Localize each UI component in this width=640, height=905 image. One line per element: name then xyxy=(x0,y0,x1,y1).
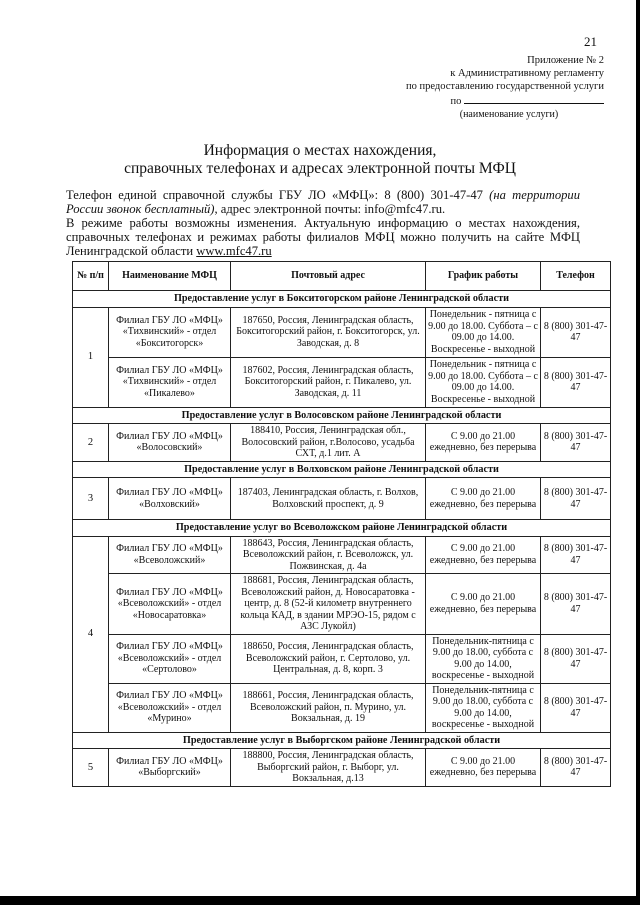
header-schedule: График работы xyxy=(426,262,541,291)
intro-phone-paragraph xyxy=(66,188,580,216)
table-header-row xyxy=(73,262,611,291)
appendix-by: по xyxy=(450,96,462,107)
title-line-1: Информация о местах нахождения, xyxy=(203,142,437,159)
branch-name: Филиал ГБУ ЛО «МФЦ» «Тихвинский» - отдел «Пикалево» xyxy=(109,357,231,407)
branch-name: Филиал ГБУ ЛО «МФЦ» «Всеволожский» - отдел «Мурино» xyxy=(109,683,231,732)
header-num: № п/п xyxy=(73,262,109,291)
row-num: 1 xyxy=(73,307,109,407)
header-name: Наименование МФЦ xyxy=(109,262,231,291)
branch-address: 188410, Россия, Ленинградская обл., Волосовский район, г.Волосово, усадьба СХТ, д.1 лит. А xyxy=(231,424,426,462)
branch-address: 188661, Россия, Ленинградская область, Всеволожский район, п. Мурино, ул. Вокзальная, д. 19 xyxy=(231,683,426,732)
appendix-line-1: Приложение № 2 xyxy=(527,55,604,66)
branch-schedule: Понедельник - пятница с 9.00 до 18.00. Суббота – с 09.00 до 14.00. Воскресенье - выходной xyxy=(426,307,541,357)
branch-schedule: Понедельник-пятница с 9.00 до 18.00, суббота с 9.00 до 14.00, воскресенье - выходной xyxy=(426,683,541,732)
intro-text xyxy=(66,188,580,258)
section-row xyxy=(73,291,611,308)
document-title xyxy=(0,142,640,178)
intro-changes: В режиме работы возможны изменения. Актуальную информацию о местах нахождения, справочных телефонах и режимах работы филиалов МФЦ можно получить на сайте МФЦ Ленинградской области xyxy=(66,216,580,258)
section-row xyxy=(73,407,611,424)
branch-phone: 8 (800) 301-47-47 xyxy=(541,307,611,357)
page-number: 21 xyxy=(584,34,597,49)
section-volkhov: Предоставление услуг в Волховском районе Ленинградской области xyxy=(73,461,611,478)
table-row xyxy=(73,749,611,787)
branch-phone: 8 (800) 301-47-47 xyxy=(541,749,611,787)
branch-name: Филиал ГБУ ЛО «МФЦ» «Тихвинский» - отдел «Бокситогорск» xyxy=(109,307,231,357)
branch-address: 187650, Россия, Ленинградская область, Бокситогорский район, г. Бокситогорск, ул. Заводская, д. 8 xyxy=(231,307,426,357)
branch-schedule: Понедельник - пятница с 9.00 до 18.00. Суббота – с 09.00 до 14.00. Воскресенье - выходной xyxy=(426,357,541,407)
branch-phone: 8 (800) 301-47-47 xyxy=(541,634,611,683)
branch-schedule: Понедельник-пятница с 9.00 до 18.00, суббота с 9.00 до 14.00, воскресенье - выходной xyxy=(426,634,541,683)
row-num: 2 xyxy=(73,424,109,462)
branch-address: 188643, Россия, Ленинградская область, Всеволожский район, г. Всеволожск, ул. Пожвинская, д. 4а xyxy=(231,536,426,574)
branch-address: 188681, Россия, Ленинградская область, Всеволожский район, д. Новосаратовка - центр, д. 8 (52-й километр внутреннего кольца КАД, в здании МРЭО-15, рядом с АЗС Лукойл) xyxy=(231,574,426,635)
service-name-blank xyxy=(464,93,604,104)
section-row xyxy=(73,520,611,537)
row-num: 4 xyxy=(73,536,109,732)
appendix-line-3: по предоставлению государственной услуги xyxy=(406,81,604,92)
branch-address: 188800, Россия, Ленинградская область, Выборгский район, г. Выборг, ул. Вокзальная, д.13 xyxy=(231,749,426,787)
table-row xyxy=(73,683,611,732)
branch-schedule: С 9.00 до 21.00 ежедневно, без перерыва xyxy=(426,424,541,462)
branch-phone: 8 (800) 301-47-47 xyxy=(541,574,611,635)
header-address: Почтовый адрес xyxy=(231,262,426,291)
row-num: 3 xyxy=(73,478,109,520)
title-line-2: справочных телефонах и адресах электронной почты МФЦ xyxy=(124,160,516,177)
branch-name: Филиал ГБУ ЛО «МФЦ» «Всеволожский» - отдел «Сертолово» xyxy=(109,634,231,683)
section-volosovo: Предоставление услуг в Волосовском районе Ленинградской области xyxy=(73,407,611,424)
branch-phone: 8 (800) 301-47-47 xyxy=(541,683,611,732)
mfc-table xyxy=(72,261,611,787)
intro-changes-paragraph xyxy=(66,216,580,258)
table-row xyxy=(73,478,611,520)
scan-border-bottom xyxy=(0,896,640,905)
branch-address: 188650, Россия, Ленинградская область, Всеволожский район, г. Сертолово, ул. Центральная, д. 8, корп. 3 xyxy=(231,634,426,683)
appendix-caption: (наименование услуги) xyxy=(459,109,559,120)
table-row xyxy=(73,307,611,357)
section-vyborg: Предоставление услуг в Выборгском районе Ленинградской области xyxy=(73,732,611,749)
branch-schedule: С 9.00 до 21.00 ежедневно, без перерыва xyxy=(426,749,541,787)
branch-schedule: С 9.00 до 21.00 ежедневно, без перерыва xyxy=(426,536,541,574)
branch-name: Филиал ГБУ ЛО «МФЦ» «Всеволожский» xyxy=(109,536,231,574)
intro-phone: Телефон единой справочной службы ГБУ ЛО «МФЦ»: 8 (800) 301-47-47 xyxy=(66,188,483,202)
branch-phone: 8 (800) 301-47-47 xyxy=(541,424,611,462)
table-row xyxy=(73,634,611,683)
branch-name: Филиал ГБУ ЛО «МФЦ» «Всеволожский» - отдел «Новосаратовка» xyxy=(109,574,231,635)
table-row xyxy=(73,574,611,635)
branch-address: 187602, Россия, Ленинградская область, Бокситогорский район, г. Пикалево, ул. Заводская, д. 11 xyxy=(231,357,426,407)
branch-schedule: С 9.00 до 21.00 ежедневно, без перерыва xyxy=(426,574,541,635)
intro-phone-note: (на территории России звонок бесплатный) xyxy=(66,188,581,216)
branch-name: Филиал ГБУ ЛО «МФЦ» «Волосовский» xyxy=(109,424,231,462)
branch-name: Филиал ГБУ ЛО «МФЦ» «Выборгский» xyxy=(109,749,231,787)
appendix-header xyxy=(344,54,604,121)
branch-address: 187403, Ленинградская область, г. Волхов, Волховский проспект, д. 9 xyxy=(231,478,426,520)
table-row xyxy=(73,536,611,574)
branch-name: Филиал ГБУ ЛО «МФЦ» «Волховский» xyxy=(109,478,231,520)
branch-phone: 8 (800) 301-47-47 xyxy=(541,357,611,407)
header-phone: Телефон xyxy=(541,262,611,291)
section-vsevolozhsk: Предоставление услуг во Всеволожском районе Ленинградской области xyxy=(73,520,611,537)
scan-border-right xyxy=(636,0,640,905)
branch-phone: 8 (800) 301-47-47 xyxy=(541,536,611,574)
row-num: 5 xyxy=(73,749,109,787)
intro-email: , адрес электронной почты: info@mfc47.ru. xyxy=(214,202,446,216)
branch-phone: 8 (800) 301-47-47 xyxy=(541,478,611,520)
site-link[interactable]: www.mfc47.ru xyxy=(196,244,272,258)
table-row xyxy=(73,357,611,407)
section-row xyxy=(73,461,611,478)
section-boksitogorsk: Предоставление услуг в Бокситогорском районе Ленинградской области xyxy=(73,291,611,308)
appendix-line-2: к Административному регламенту xyxy=(450,68,604,79)
section-row xyxy=(73,732,611,749)
branch-schedule: С 9.00 до 21.00 ежедневно, без перерыва xyxy=(426,478,541,520)
appendix-service-line xyxy=(344,93,604,108)
table-row xyxy=(73,424,611,462)
